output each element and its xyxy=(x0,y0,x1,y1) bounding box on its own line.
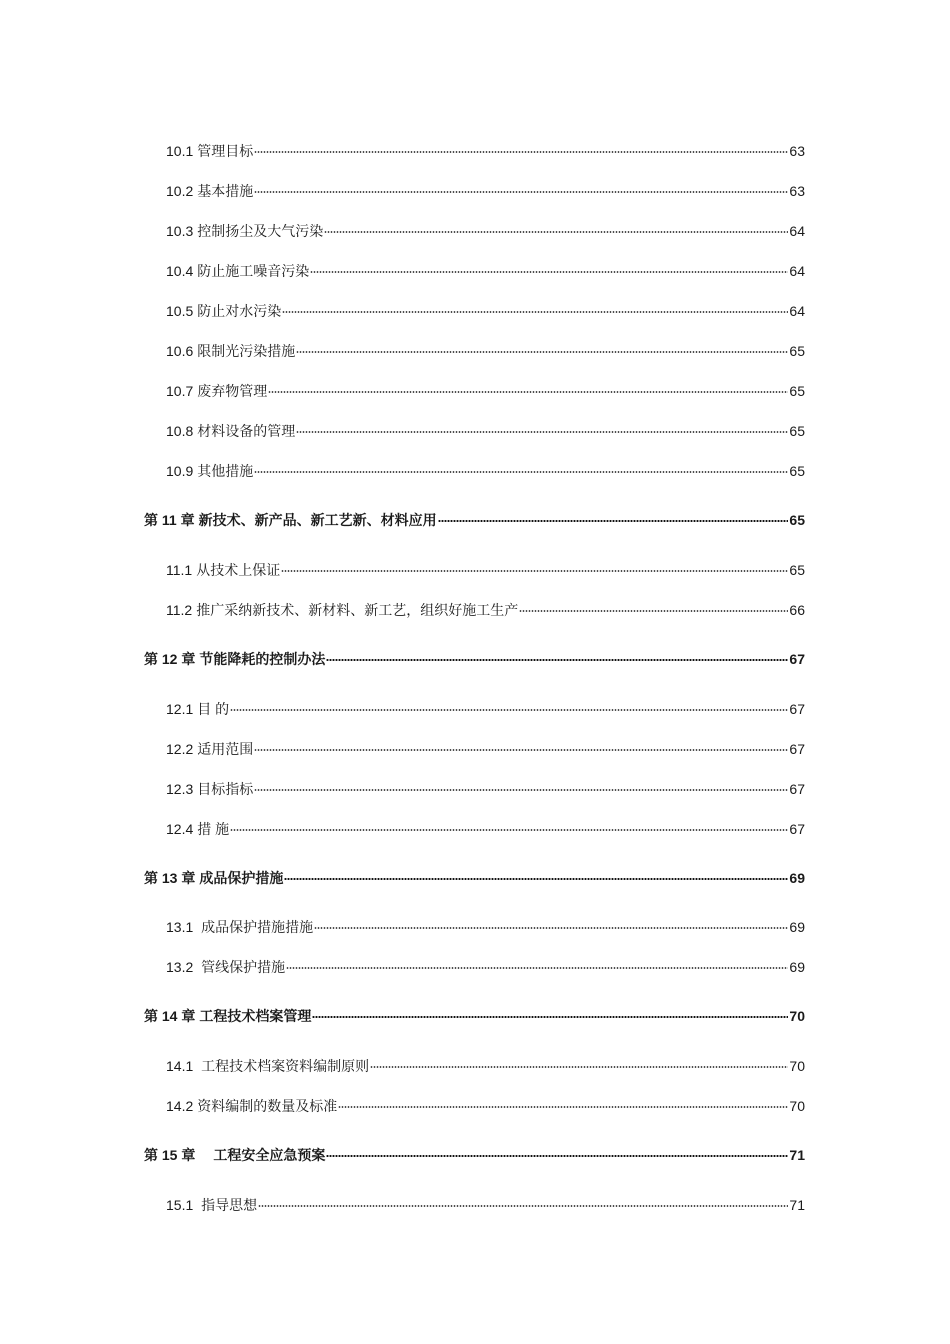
toc-entry-12-2[interactable] xyxy=(166,740,805,758)
toc-entry-10-2[interactable] xyxy=(166,182,805,200)
toc-entry-number: 15.1 xyxy=(166,1197,194,1213)
toc-entry-number: 第 14 章 xyxy=(144,1008,196,1024)
toc-entry-page: 71 xyxy=(789,1147,805,1163)
toc-entry-number: 10.6 xyxy=(166,343,194,359)
toc-entry-title xyxy=(144,1146,325,1164)
toc-entry-10-6[interactable] xyxy=(166,342,805,360)
toc-entry-number: 10.2 xyxy=(166,183,194,199)
toc-entry-number: 10.8 xyxy=(166,423,194,439)
toc-entry-text: 新技术、新产品、新工艺新、材料应用 xyxy=(198,512,437,528)
toc-entry-12-4[interactable] xyxy=(166,820,805,838)
toc-entry-page: 69 xyxy=(789,959,805,975)
toc-entry-title xyxy=(144,511,437,529)
toc-entry-text: 控制扬尘及大气污染 xyxy=(197,223,324,239)
dot-leader xyxy=(230,709,788,711)
toc-entry-title xyxy=(166,462,253,480)
toc-entry-page: 69 xyxy=(789,919,805,935)
toc-entry-title xyxy=(166,700,229,718)
toc-entry-number: 12.2 xyxy=(166,741,194,757)
toc-entry-page: 67 xyxy=(789,701,805,717)
toc-entry-number: 第 12 章 xyxy=(144,651,196,667)
dot-leader xyxy=(282,311,788,313)
toc-entry-10-5[interactable] xyxy=(166,302,805,320)
toc-entry-title xyxy=(166,302,281,320)
toc-entry-page: 65 xyxy=(789,423,805,439)
toc-entry-page: 66 xyxy=(789,602,805,618)
dot-leader xyxy=(230,829,788,831)
toc-entry-title xyxy=(166,740,253,758)
toc-entry-page: 63 xyxy=(789,143,805,159)
toc-entry-title xyxy=(166,262,309,280)
toc-chapter-12[interactable] xyxy=(144,650,805,668)
dot-leader xyxy=(286,967,788,969)
toc-entry-text: 推广采纳新技术、新材料、新工艺，组织好施工生产 xyxy=(196,602,519,618)
toc-entry-number: 10.7 xyxy=(166,383,194,399)
toc-entry-text: 适用范围 xyxy=(197,741,254,757)
toc-entry-page: 67 xyxy=(789,781,805,797)
dot-leader xyxy=(284,878,788,880)
dot-leader xyxy=(370,1066,788,1068)
toc-entry-text: 成品保护措施 xyxy=(199,870,284,886)
toc-entry-10-9[interactable] xyxy=(166,462,805,480)
dot-leader xyxy=(310,271,788,273)
dot-leader xyxy=(258,1205,788,1207)
toc-entry-page: 65 xyxy=(789,512,805,528)
dot-leader xyxy=(312,1016,788,1018)
toc-entry-text: 工程安全应急预案 xyxy=(199,1147,326,1163)
toc-entry-text: 管理目标 xyxy=(197,143,254,159)
toc-entry-title xyxy=(166,1057,369,1075)
toc-entry-text: 工程技术档案资料编制原则 xyxy=(197,1058,370,1074)
dot-leader xyxy=(326,1155,788,1157)
toc-entry-13-1[interactable] xyxy=(166,918,805,936)
toc-entry-10-8[interactable] xyxy=(166,422,805,440)
dot-leader xyxy=(254,151,788,153)
toc-entry-number: 11.2 xyxy=(166,602,193,618)
toc-entry-number: 12.3 xyxy=(166,781,194,797)
toc-entry-number: 13.2 xyxy=(166,959,194,975)
toc-entry-text: 废弃物管理 xyxy=(197,383,268,399)
toc-entry-number: 13.1 xyxy=(166,919,194,935)
toc-entry-title xyxy=(144,869,283,887)
toc-entry-page: 70 xyxy=(789,1008,805,1024)
toc-entry-page: 64 xyxy=(789,263,805,279)
dot-leader xyxy=(254,789,788,791)
toc-entry-text: 目标指标 xyxy=(197,781,254,797)
toc-entry-14-1[interactable] xyxy=(166,1057,805,1075)
toc-entry-text: 其他措施 xyxy=(197,463,254,479)
toc-entry-text: 从技术上保证 xyxy=(196,562,281,578)
toc-entry-page: 70 xyxy=(789,1058,805,1074)
dot-leader xyxy=(254,749,788,751)
toc-entry-12-3[interactable] xyxy=(166,780,805,798)
toc-entry-page: 63 xyxy=(789,183,805,199)
toc-entry-page: 65 xyxy=(789,562,805,578)
toc-entry-title xyxy=(166,382,267,400)
toc-entry-title xyxy=(166,342,295,360)
dot-leader xyxy=(268,391,788,393)
toc-entry-title xyxy=(166,780,253,798)
toc-entry-text: 防止对水污染 xyxy=(197,303,282,319)
toc-entry-page: 64 xyxy=(789,223,805,239)
toc-entry-number: 12.1 xyxy=(166,701,194,717)
toc-entry-text: 基本措施 xyxy=(197,183,254,199)
toc-entry-title xyxy=(144,650,325,668)
toc-entry-page: 71 xyxy=(789,1197,805,1213)
toc-entry-13-2[interactable] xyxy=(166,958,805,976)
toc-entry-page: 67 xyxy=(789,651,805,667)
toc-entry-page: 65 xyxy=(789,343,805,359)
toc-entry-number: 10.1 xyxy=(166,143,194,159)
dot-leader xyxy=(519,610,788,612)
toc-entry-text: 措 施 xyxy=(197,821,230,837)
toc-entry-text: 工程技术档案管理 xyxy=(199,1008,312,1024)
toc-entry-number: 14.1 xyxy=(166,1058,194,1074)
toc-entry-text: 节能降耗的控制办法 xyxy=(199,651,326,667)
toc-entry-10-1[interactable] xyxy=(166,142,805,160)
toc-entry-10-4[interactable] xyxy=(166,262,805,280)
toc-entry-10-3[interactable] xyxy=(166,222,805,240)
toc-entry-11-1[interactable] xyxy=(166,561,805,579)
toc-entry-number: 第 15 章 xyxy=(144,1147,196,1163)
toc-entry-page: 64 xyxy=(789,303,805,319)
dot-leader xyxy=(254,471,788,473)
toc-entry-number: 11.1 xyxy=(166,562,193,578)
dot-leader xyxy=(324,231,788,233)
toc-entry-title xyxy=(144,1007,311,1025)
toc-chapter-13[interactable] xyxy=(144,869,805,887)
toc-entry-text: 限制光污染措施 xyxy=(197,343,296,359)
toc-entry-page: 69 xyxy=(789,870,805,886)
dot-leader xyxy=(281,570,788,572)
toc-entry-title xyxy=(166,222,323,240)
toc-entry-page: 67 xyxy=(789,821,805,837)
toc-entry-title xyxy=(166,142,253,160)
toc-entry-title xyxy=(166,1196,257,1214)
toc-entry-number: 10.5 xyxy=(166,303,194,319)
toc-entry-14-2[interactable] xyxy=(166,1097,805,1115)
toc-entry-text: 材料设备的管理 xyxy=(197,423,296,439)
toc-entry-page: 67 xyxy=(789,741,805,757)
dot-leader xyxy=(438,520,789,522)
toc-entry-number: 10.4 xyxy=(166,263,194,279)
dot-leader xyxy=(314,927,788,929)
dot-leader xyxy=(254,191,788,193)
toc-entry-text: 成品保护措施措施 xyxy=(197,919,314,935)
toc-entry-number: 10.3 xyxy=(166,223,194,239)
toc-entry-page: 65 xyxy=(789,463,805,479)
toc-entry-title xyxy=(166,958,285,976)
toc-entry-title xyxy=(166,918,313,936)
toc-entry-number: 14.2 xyxy=(166,1098,194,1114)
toc-entry-text: 资料编制的数量及标准 xyxy=(197,1098,338,1114)
toc-entry-page: 65 xyxy=(789,383,805,399)
toc-entry-page: 70 xyxy=(789,1098,805,1114)
toc-entry-number: 第 13 章 xyxy=(144,870,196,886)
toc-entry-title xyxy=(166,1097,337,1115)
toc-entry-number: 12.4 xyxy=(166,821,194,837)
toc-entry-text: 管线保护措施 xyxy=(197,959,286,975)
dot-leader xyxy=(296,431,788,433)
toc-entry-10-7[interactable] xyxy=(166,382,805,400)
toc-entry-number: 10.9 xyxy=(166,463,194,479)
dot-leader xyxy=(296,351,788,353)
dot-leader xyxy=(338,1106,788,1108)
toc-entry-title xyxy=(166,422,295,440)
toc-entry-title xyxy=(166,601,518,619)
toc-entry-title xyxy=(166,182,253,200)
toc-entry-text: 防止施工噪音污染 xyxy=(197,263,310,279)
toc-entry-15-1[interactable] xyxy=(166,1196,805,1214)
toc-entry-number: 第 11 章 xyxy=(144,512,195,528)
toc-chapter-11[interactable] xyxy=(144,511,805,529)
dot-leader xyxy=(326,659,788,661)
toc-chapter-14[interactable] xyxy=(144,1007,805,1025)
toc-entry-text: 目 的 xyxy=(197,701,230,717)
toc-chapter-15[interactable] xyxy=(144,1146,805,1164)
toc-entry-12-1[interactable] xyxy=(166,700,805,718)
toc-entry-title xyxy=(166,820,229,838)
toc-entry-11-2[interactable] xyxy=(166,601,805,619)
toc-entry-text: 指导思想 xyxy=(197,1197,258,1213)
toc-entry-title xyxy=(166,561,280,579)
